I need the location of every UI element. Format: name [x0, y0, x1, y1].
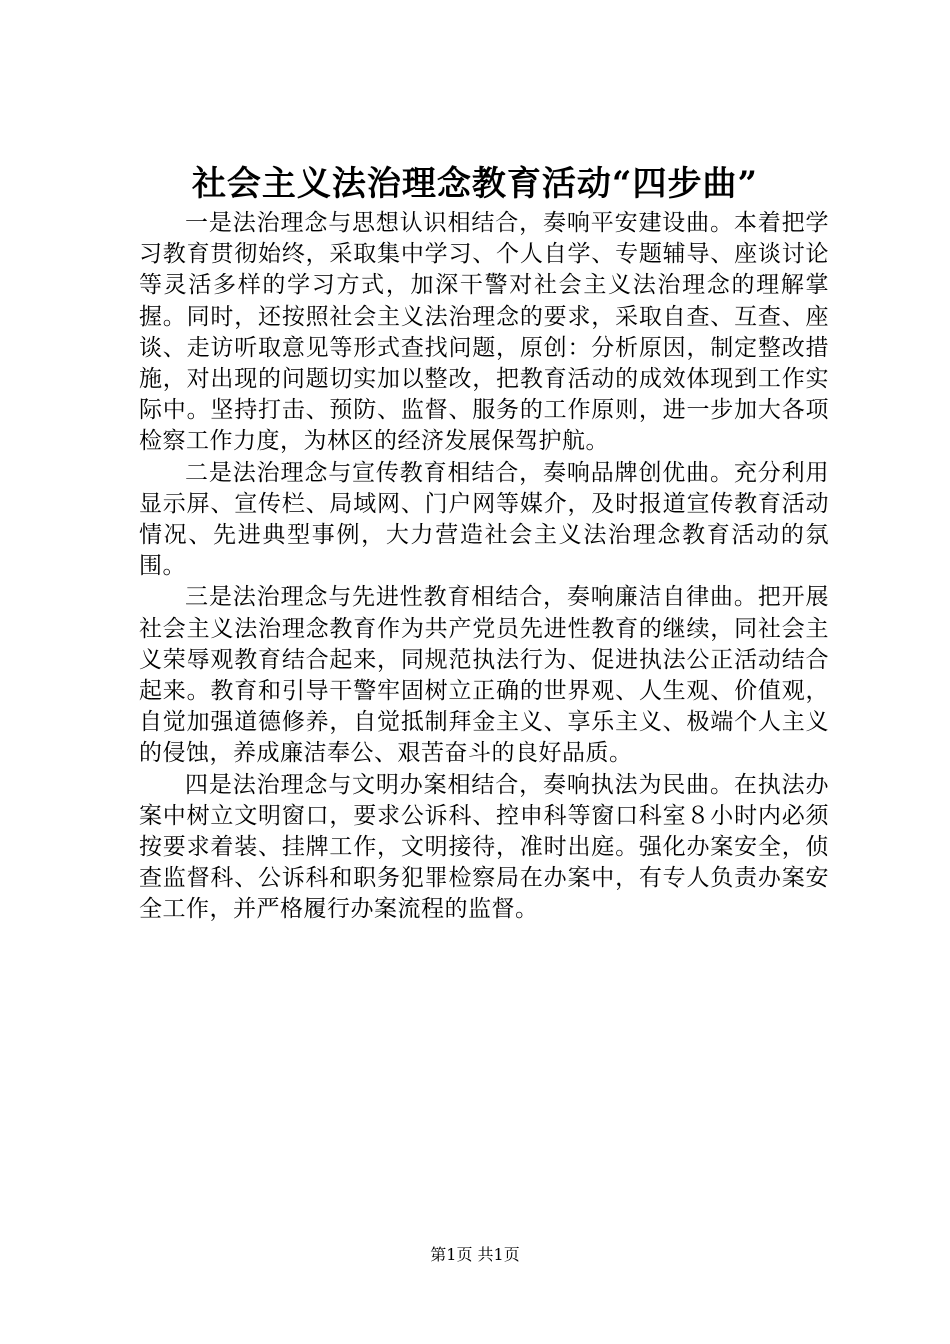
document-body — [139, 208, 829, 926]
paragraph-1: 一是法治理念与思想认识相结合，奏响平安建设曲。本着把学习教育贯彻始终，采取集中学习、个人自学、专题辅导、座谈讨论等灵活多样的学习方式，加深干警对社会主义法治理念的理解掌握。同时，还按照社会主义法治理念的要求，采取自查、互查、座谈、走访听取意见等形式查找问题，原创：分析原因，制定整改措施，对出现的问题切实加以整改，把教育活动的成效体现到工作实际中。坚持打击、预防、监督、服务的工作原则，进一步加大各项检察工作力度，为林区的经济发展保驾护航。 — [139, 210, 829, 455]
document-title: 社会主义法治理念教育活动“四步曲” — [191, 164, 759, 204]
paragraph-4: 四是法治理念与文明办案相结合，奏响执法为民曲。在执法办案中树立文明窗口，要求公诉科、控申科等窗口科室８小时内必须按要求着装、挂牌工作，文明接待，准时出庭。强化办案安全，侦查监督科、公诉科和职务犯罪检察局在办案中，有专人负责办案安全工作，并严格履行办案流程的监督。 — [139, 771, 829, 923]
page-number-footer: 第1页 共1页 — [430, 1245, 520, 1264]
paragraph-3: 三是法治理念与先进性教育相结合，奏响廉洁自律曲。把开展社会主义法治理念教育作为共产党员先进性教育的继续，同社会主义荣辱观教育结合起来，同规范执法行为、促进执法公正活动结合起来。教育和引导干警牢固树立正确的世界观、人生观、价值观，自觉加强道德修养，自觉抵制拜金主义、享乐主义、极端个人主义的侵蚀，养成廉洁奉公、艰苦奋斗的良好品质。 — [139, 584, 829, 767]
paragraph-2: 二是法治理念与宣传教育相结合，奏响品牌创优曲。充分利用显示屏、宣传栏、局域网、门户网等媒介，及时报道宣传教育活动情况、先进典型事例，大力营造社会主义法治理念教育活动的氛围。 — [139, 459, 829, 580]
